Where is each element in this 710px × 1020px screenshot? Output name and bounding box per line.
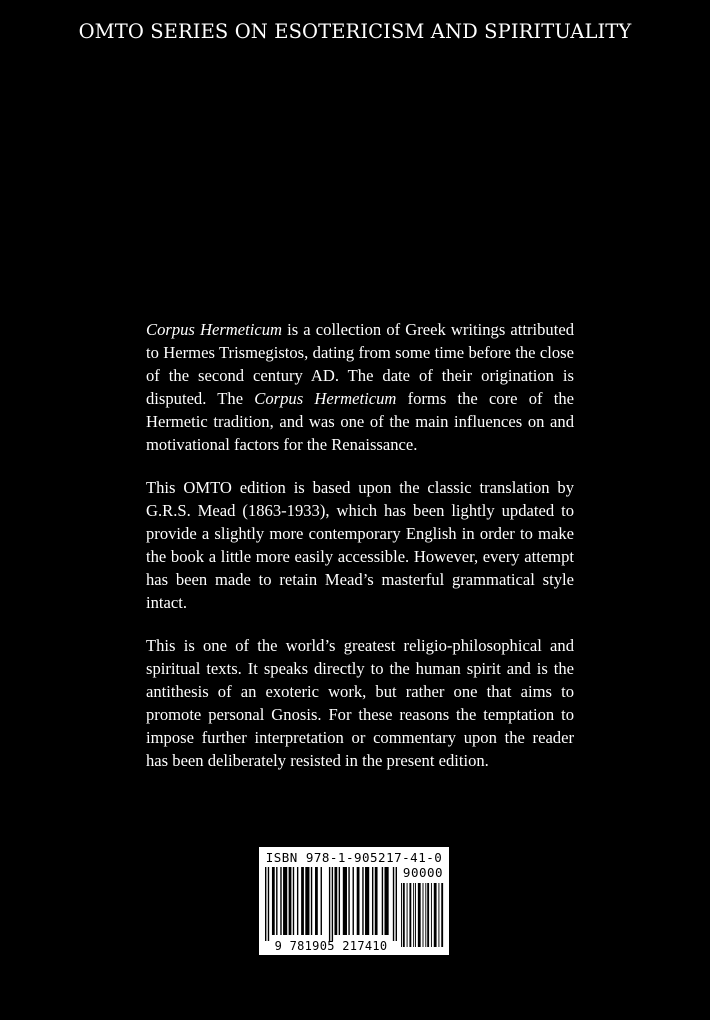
- back-cover-blurb: [146, 318, 574, 792]
- book-title-italic: Corpus Hermeticum: [146, 320, 283, 339]
- blurb-paragraph-3: This is one of the world’s greatest religio-philosophical and spiritual texts. It speaks directly to the human spirit and is the antithesis of an exoteric work, but rather one that aims to promote personal Gnosis. For these reasons the temptation to impose further interpretation or commentary upon the reader has been deliberately resisted in the present edition.: [146, 636, 574, 770]
- isbn-barcode: [259, 847, 449, 955]
- blurb-text: is a collection of Greek writings attributed to Hermes Trismegistos, dating from some time before the close of the second century AD. The date of their origination is disputed. The: [146, 320, 574, 408]
- series-title: OMTO SERIES ON ESOTERICISM AND SPIRITUALITY: [78, 20, 632, 43]
- blurb-paragraph-1: [146, 318, 574, 456]
- price-addon-number: 90000: [402, 865, 444, 880]
- blurb-paragraph-2: This OMTO edition is based upon the classic translation by G.R.S. Mead (1863-1933), which has been lightly updated to provide a slightly more contemporary English in order to make the book a little more easily accessible. However, every attempt has been made to retain Mead’s masterful grammatical style intact.: [146, 478, 574, 612]
- price-addon-bars: [401, 883, 445, 947]
- ean-barcode-bars: [265, 867, 397, 941]
- blurb-text: forms the core of the Hermetic tradition, and was one of the main influences on and motivational factors for the Renaissance.: [146, 389, 574, 454]
- isbn-text: ISBN 978-1-905217-41-0: [265, 850, 443, 865]
- ean-number-text: 9 781905 217410: [274, 939, 388, 953]
- book-title-italic: Corpus Hermeticum: [254, 389, 397, 408]
